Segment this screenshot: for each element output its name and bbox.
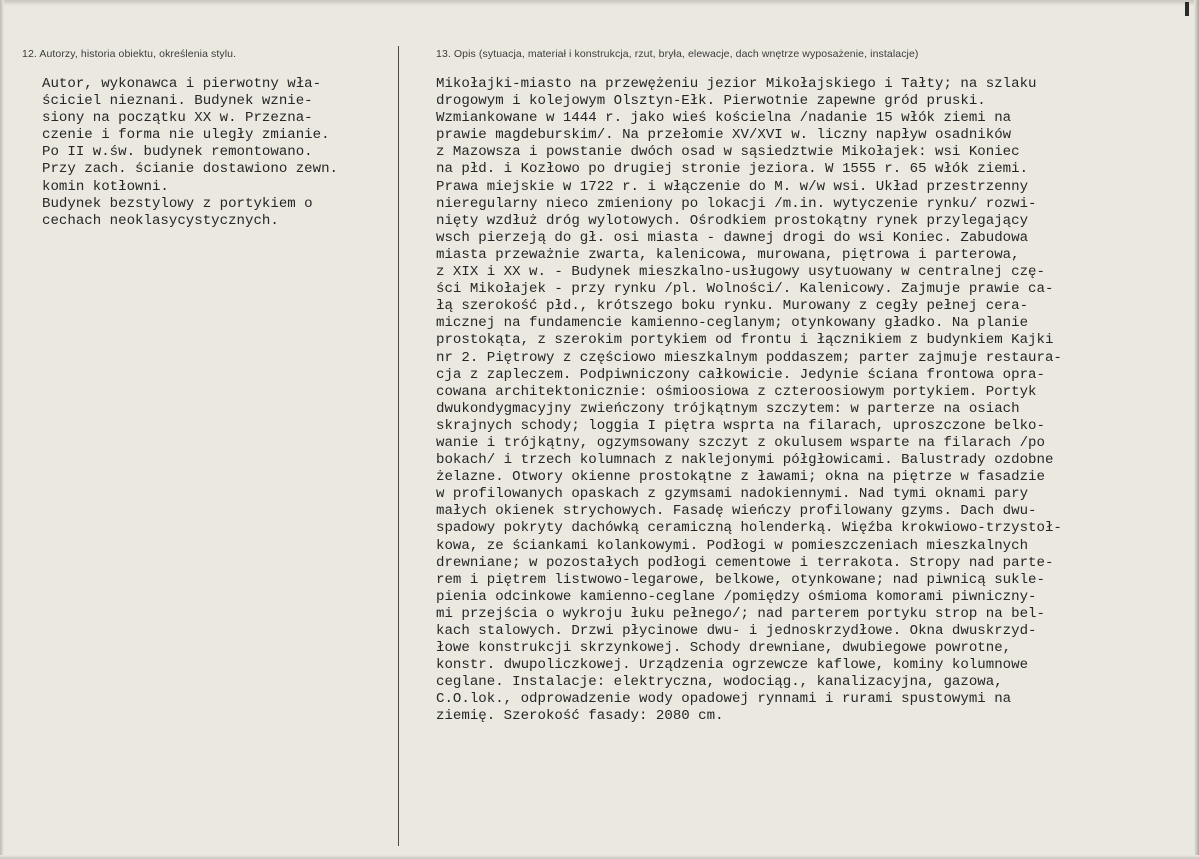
card-top-edge: [0, 0, 1199, 6]
card-right-edge: [1194, 0, 1199, 859]
card-bottom-edge: [0, 855, 1199, 859]
card-left-edge: [0, 0, 4, 859]
section-12-header: 12. Autorzy, historia obiektu, określenia stylu.: [22, 48, 237, 60]
column-divider: [398, 46, 399, 846]
corner-mark: [1185, 2, 1189, 16]
section-13-header: 13. Opis (sytuacja, materiał i konstrukcja, rzut, bryła, elewacje, dach wnętrze wyposażenie, instalacje): [436, 48, 919, 60]
section-12-text: Autor, wykonawca i pierwotny wła- ściciel nieznani. Budynek wznie- siony na początku XX w. Przezna- czenie i forma nie uległy zmianie. Po II w.św. budynek remontowano. Przy zach. ścianie dostawiono zewn. komin kotłowni. Budynek bezstylowy z portykiem o cechach neoklasycystycznych.: [42, 76, 339, 229]
section-13-text: Mikołajki-miasto na przewężeniu jezior Mikołajskiego i Tałty; na szlaku drogowym i kolejowym Olsztyn-Ełk. Pierwotnie zapewne gród pruski. Wzmiankowane w 1444 r. jako wieś kościelna /nadanie 15 włók ziemi na prawie magdeburskim/. Na przełomie XV/XVI w. liczny napływ osadników z Mazowsza i powstanie dwóch osad w sąsiedztwie Mikołajek: wsi Koniec na płd. i Kozłowo po drugiej stronie jeziora. W 1555 r. 65 włók ziemi. Prawa miejskie w 1722 r. i włączenie do M. w/w wsi. Układ przestrzenny nieregularny nieco zmieniony po lokacji /m.in. wytyczenie rynku/ rozwi- nięty wzdłuż dróg wylotowych. Ośrodkiem prostokątny rynek przylegający wsch pierzeją do gł. osi miasta - dawnej drogi do wsi Koniec. Zabudowa miasta przeważnie zwarta, kalenicowa, murowana, piętrowa i parterowa, z XIX i XX w. - Budynek mieszkalno-usługowy usytuowany w centralnej czę- ści Mikołajek - przy rynku /pl. Wolności/. Kalenicowy. Zajmuje prawie ca- łą szerokość płd., krótszego boku rynku. Murowany z cegły pełnej cera- micznej na fundamencie kamienno-ceglanym; otynkowany gładko. Na planie prostokąta, z szerokim portykiem od frontu i łącznikiem z budynkiem Kajki nr 2. Piętrowy z częściowo mieszkalnym poddaszem; parter zajmuje restaura- cja z zapleczem. Podpiwniczony całkowicie. Jedynie ściana frontowa opra- cowana architektonicznie: ośmioosiowa z czteroosiowym portykiem. Portyk dwukondygmacyjny zwieńczony trójkątnym szczytem: w parterze na osiach skrajnych schody; loggia I piętra wsprta na filarach, uproszczone belko- wanie i trójkątny, ogzymsowany szczyt z okulusem wsparte na filarach /po bokach/ i trzech kolumnach z naklejonymi półgłowicami. Balustrady ozdobne żelazne. Otwory okienne prostokątne z ławami; okna na piętrze w fasadzie w profilowanych opaskach z gzymsami nadokiennymi. Nad tymi oknami pary małych okienek strychowych. Fasadę wieńczy profilowany gzyms. Dach dwu- spadowy pokryty dachówką ceramiczną holenderką. Więźba krokwiowo-trzystoł- kowa, ze ściankami kolankowymi. Podłogi w pomieszczeniach mieszkalnych drewniane; w pozostałych podłogi cementowe i terrakota. Stropy nad parte- rem i piętrem listwowo-legarowe, belkowe, otynkowane; nad piwnicą sukle- pienia odcinkowe kamienno-ceglane /pomiędzy ośmioma komorami piwniczny- mi przejścia o wykroju łuku pełnego/; nad parterem portyku strop na bel- kach stalowych. Drzwi płycinowe dwu- i jednoskrzydłowe. Okna dwuskrzyd- łowe konstrukcji skrzynkowej. Schody drewniane, dwubiegowe powrotne, konstr. dwupoliczkowej. Urządzenia ogrzewcze kaflowe, kominy kolumnowe ceglane. Instalacje: elektryczna, wodociąg., kanalizacyjna, gazowa, C.O.lok., odprowadzenie wody opadowej rynnami i rurami spustowymi na ziemię. Szerokość fasady: 2080 cm.: [436, 76, 1062, 725]
